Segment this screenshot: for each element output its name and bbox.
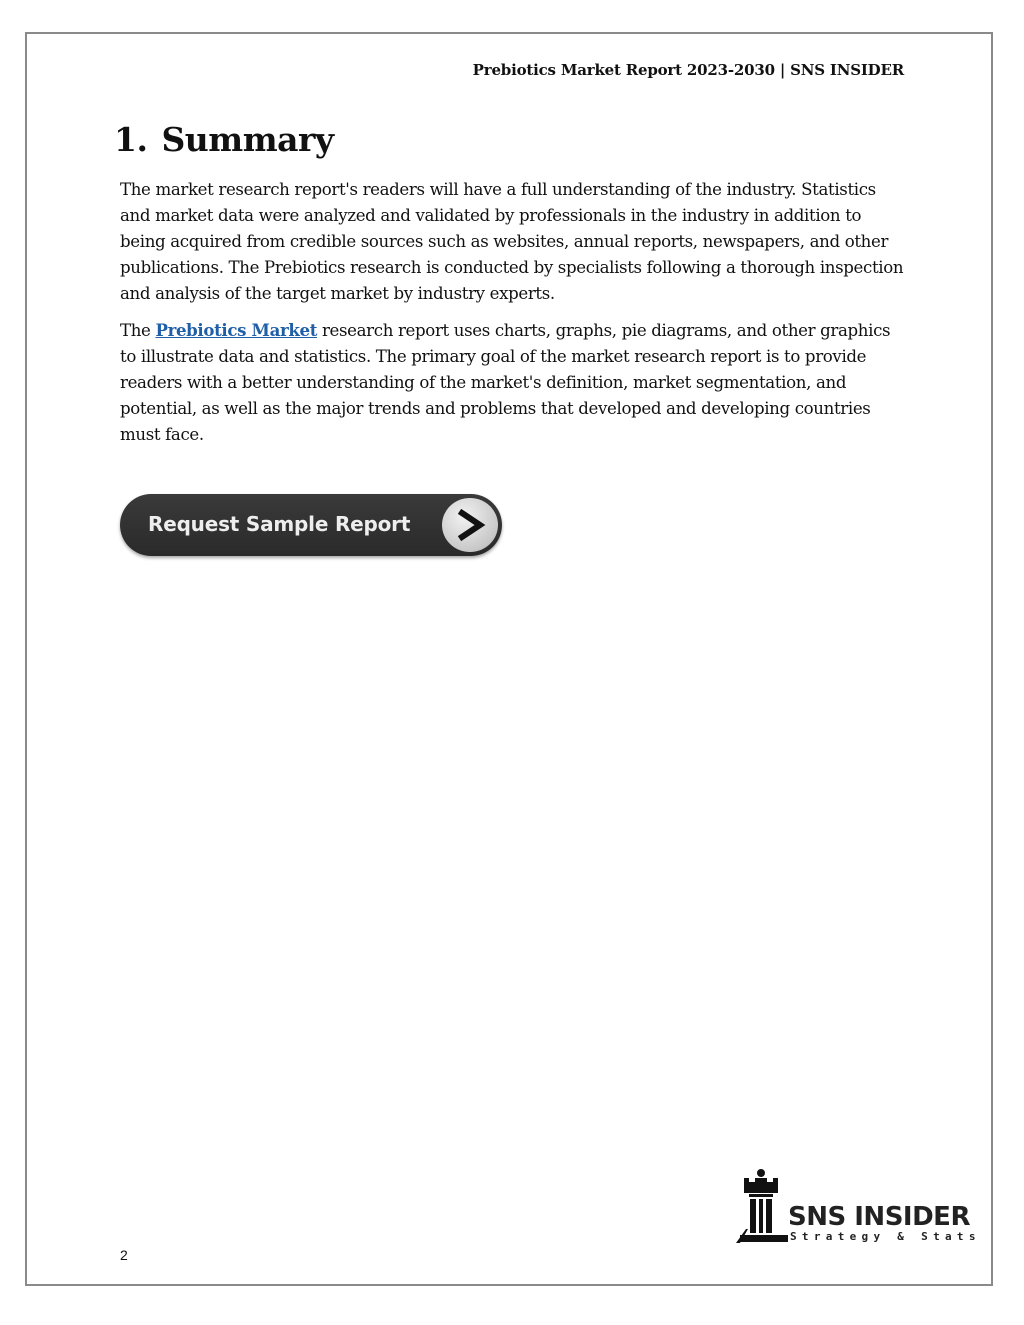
summary-paragraph-1: The market research report's readers will have a full understanding of the industry. Statistics and market data were analyzed and validated by professionals in the industry in addition to being acquired from credible sources such as websites, annual reports, newspapers, and other publications. The Prebiotics research is conducted by specialists following a thorough inspection and analysis of the target market by industry experts. bbox=[120, 180, 904, 303]
logo-tagline: Strategy & Stats bbox=[790, 1230, 981, 1243]
section-title: Summary bbox=[161, 120, 334, 159]
prebiotics-market-link[interactable]: Prebiotics Market bbox=[155, 320, 318, 340]
paragraph-2-lead: The bbox=[120, 321, 156, 340]
request-sample-report-button[interactable] bbox=[120, 494, 502, 556]
sns-insider-logo bbox=[736, 1167, 981, 1247]
section-heading bbox=[114, 120, 334, 159]
running-header: Prebiotics Market Report 2023-2030 | SNS INSIDER bbox=[472, 61, 904, 79]
paragraph-2-rest: research report uses charts, graphs, pie diagrams, and other graphics to illustrate data and statistics. The primary goal of the market research report is to provide readers with a better understanding of the market's definition, market segmentation, and potential, as well as the major trends and problems that developed and developing countries must face. bbox=[120, 321, 891, 444]
logo-name: SNS INSIDER bbox=[788, 1202, 970, 1232]
request-sample-report-label: Request Sample Report bbox=[148, 512, 411, 536]
chevron-right-icon bbox=[442, 498, 498, 552]
page-number: 2 bbox=[120, 1247, 128, 1263]
summary-paragraph-2 bbox=[120, 317, 910, 448]
chess-rook-icon bbox=[736, 1167, 788, 1247]
section-number: 1. bbox=[114, 120, 148, 159]
